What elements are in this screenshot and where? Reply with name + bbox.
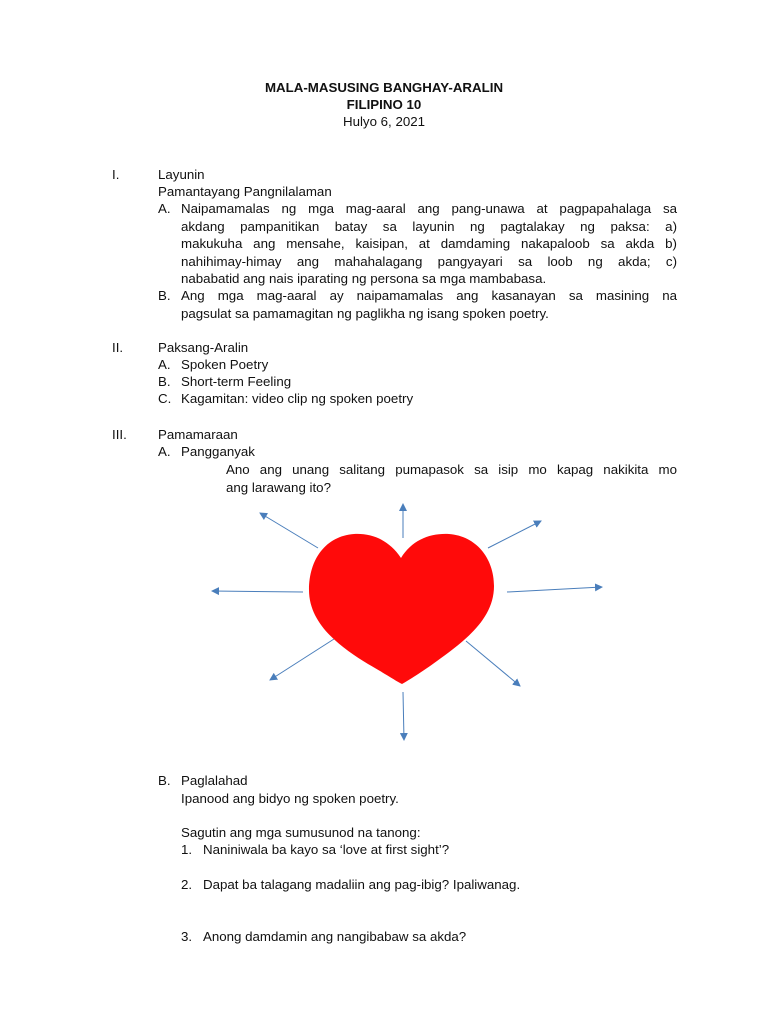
arrow-up-right <box>488 521 541 548</box>
section-3-part-a-letter: A. <box>158 444 171 459</box>
document-subject: FILIPINO 10 <box>346 97 422 112</box>
item-b-line: Ang mga mag-aaral ay naipamamalas ang kasanayan sa masining na <box>181 288 677 303</box>
section-2-heading: Paksang-Aralin <box>158 340 249 355</box>
item-a-line: Naipamamalas ng mga mag-aaral ang pang-unawa at pagpapahalaga sa <box>181 201 677 216</box>
heart-icon <box>309 534 494 684</box>
section-3-part-b-letter: B. <box>158 773 171 788</box>
item-b-line: pagsulat sa pamamagitan ng paglikha ng isang spoken poetry. <box>181 305 549 321</box>
arrow-down-left <box>270 639 334 680</box>
question-text: Dapat ba talagang madaliin ang pag-ibig? Ipaliwanag. <box>203 877 521 892</box>
section-1-item-a-letter: A. <box>158 201 171 216</box>
section-2-item-letter: C. <box>158 391 172 406</box>
document-title: MALA-MASUSING BANGHAY-ARALIN <box>264 80 504 95</box>
section-2-item-text: Spoken Poetry <box>181 357 269 372</box>
question-number: 2. <box>181 877 193 892</box>
section-3-part-b-instruction: Ipanood ang bidyo ng spoken poetry. <box>181 791 399 806</box>
section-1-numeral: I. <box>112 167 120 182</box>
arrow-left <box>212 591 303 592</box>
section-3-numeral: III. <box>112 427 127 442</box>
section-3-heading: Pamamaraan <box>158 427 238 442</box>
section-2-numeral: II. <box>112 340 124 355</box>
section-1-heading: Layunin <box>158 167 205 182</box>
question-text: Anong damdamin ang nangibabaw sa akda? <box>203 929 467 944</box>
section-3-part-b-heading: Paglalahad <box>181 773 248 788</box>
arrow-right <box>507 587 602 592</box>
question-text: Naniniwala ba kayo sa ‘love at first sight’? <box>203 842 450 857</box>
question-line: ang larawang ito? <box>226 479 331 495</box>
arrow-down <box>403 692 404 740</box>
arrow-down-right <box>466 641 520 686</box>
section-2-item-letter: A. <box>158 357 171 372</box>
document-date: Hulyo 6, 2021 <box>342 114 426 129</box>
section-1-item-b-letter: B. <box>158 288 171 303</box>
section-2-item-letter: B. <box>158 374 171 389</box>
section-1-subheading: Pamantayang Pangnilalaman <box>158 184 332 199</box>
question-number: 1. <box>181 842 193 857</box>
arrow-up-left <box>260 513 318 548</box>
section-2-item-text: Kagamitan: video clip ng spoken poetry <box>181 391 414 406</box>
item-a-line: makukuha ang mensahe, kaisipan, at damdaming nakapaloob sa akda b) <box>181 236 677 251</box>
section-3-part-b-prompt: Sagutin ang mga sumusunod na tanong: <box>181 825 421 840</box>
item-a-line: akdang pampanitikan batay sa layunin ng pagtalakay ng paksa: a) <box>181 218 677 234</box>
question-number: 3. <box>181 929 193 944</box>
section-3-part-a-heading: Pangganyak <box>181 444 255 459</box>
section-2-item-text: Short-term Feeling <box>181 374 292 389</box>
item-a-line: nahihimay-himay ang mahahalagang pangyayari sa loob ng akda; c) <box>181 253 677 269</box>
question-line: Ano ang unang salitang pumapasok sa isip mo kapag nakikita mo <box>226 462 677 477</box>
item-a-line: nababatid ang nais iparating ng persona sa mga mambabasa. <box>181 271 547 286</box>
